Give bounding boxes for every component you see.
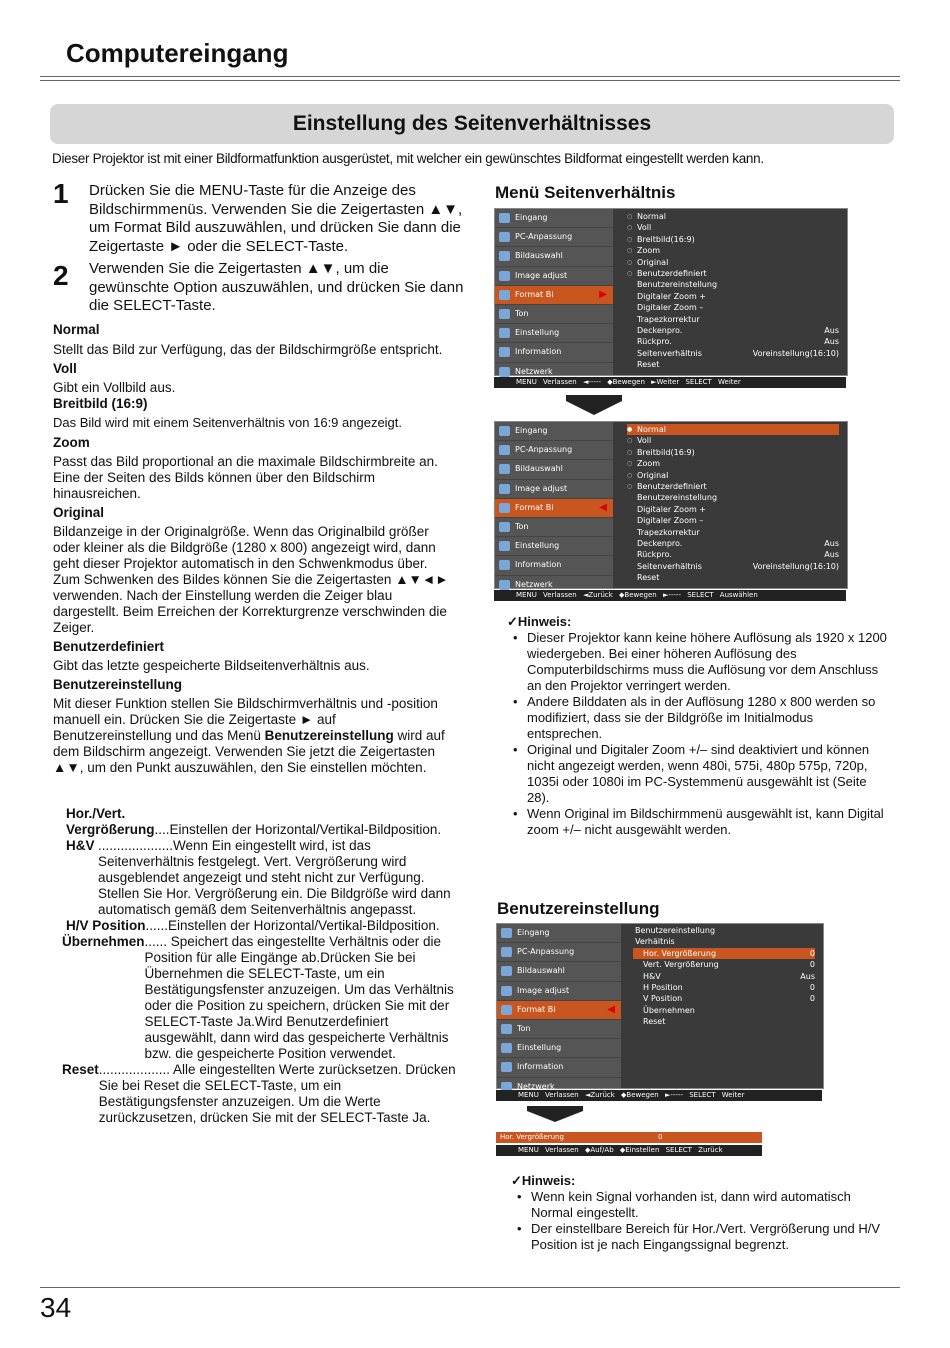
osd-option[interactable]: Seitenverhältnis Voreinstellung(16:10)	[637, 561, 839, 571]
osd-side-item[interactable]: Einstellung	[495, 324, 613, 343]
osd-side-item[interactable]: Information	[495, 343, 613, 362]
note-item: • Dieser Projektor kann keine höhere Auflösung als 1920 x 1200 wiedergeben. Bei einer höheren Auflösung des Computerbildschirms muss die Auflösung vor dem Anschluss an den Projektor verringert werden.	[527, 630, 887, 694]
settings-definitions	[62, 806, 456, 1126]
osd-menu-2	[494, 421, 848, 589]
osd-side-item-selected[interactable]: Format Bi ▶	[495, 286, 613, 305]
osd-side-item[interactable]: Information	[495, 556, 613, 575]
text-breitbild: Das Bild wird mit einem Seitenverhältnis von 16:9 angezeigt.	[53, 415, 403, 430]
osd-side-item[interactable]: Bildauswahl	[497, 962, 621, 981]
osd-side-item[interactable]: Ton	[495, 518, 613, 537]
text-zoom: Passt das Bild proportional an die maximale Bildschirmbreite an. Eine der Seiten des Bilds können über den Bildschirm hinausreichen.	[53, 454, 438, 501]
heading-zoom: Zoom	[53, 435, 90, 450]
osd-sidebar-1	[495, 209, 613, 375]
heading-breitbild: Breitbild (16:9)	[53, 396, 148, 411]
osd-sidebar-3	[497, 924, 621, 1091]
note-item: • Andere Bilddaten als in der Auflösung 1280 x 800 werden so modifiziert, dass sie der Bildgröße im Initialmodus entsprechen.	[527, 694, 887, 742]
osd-side-item[interactable]: Image adjust	[497, 982, 621, 1001]
text-benutzereinstellung	[53, 696, 458, 776]
benutzereinstellung-heading: Benutzereinstellung	[497, 899, 660, 918]
desc-vergroesserung: ....Einstellen der Horizontal/Vertikal-Bildposition.	[154, 822, 442, 837]
osd-option[interactable]: Deckenpro. Aus	[637, 538, 839, 548]
osd-options-2	[627, 424, 839, 583]
osd-option[interactable]: ○ Zoom	[627, 245, 839, 256]
osd-side-item[interactable]: Einstellung	[495, 537, 613, 556]
osd-option[interactable]: Digitaler Zoom +	[637, 504, 707, 514]
osd-menu-3	[496, 923, 824, 1089]
osd-statusbar-3: MENU Verlassen ◄Zurück ◆Bewegen ►----- SELECT Weiter	[496, 1090, 822, 1101]
osd-side-item[interactable]: Eingang	[497, 924, 621, 943]
osd-side-item[interactable]: Netzwerk	[495, 576, 613, 595]
osd-statusbar-2: MENU Verlassen ◄Zurück ◆Bewegen ►----- SELECT Auswählen	[494, 590, 846, 601]
desc-reset: ................... Alle eingestellten Werte zurücksetzen. Drücken Sie bei Reset die SELECT-Taste, um ein Bestätigungsfenster anzuzeigen. Um die Werte zurückzusetzen, drücken Sie mit der SELECT-Taste Ja.	[98, 1062, 456, 1125]
osd-sidebar-2	[495, 422, 613, 588]
adjust-value: 0	[658, 1133, 663, 1141]
header-rule	[40, 76, 900, 77]
osd-option[interactable]: ○ Original	[627, 470, 839, 481]
note-box-1	[507, 614, 887, 838]
osd-option[interactable]: ○ Zoom	[627, 458, 839, 469]
term-hor-vert: Hor./Vert.	[66, 806, 126, 821]
text-original: Bildanzeige in der Originalgröße. Wenn das Originalbild größer oder kleiner als die Bildgröße (1280 x 800) angezeigt wird, dann geht dieser Projektor automatisch in den Schwenkmodus über. Zum Schwenken des Bildes können Sie die Zeigertasten ▲▼◄► verwenden. Nach der Einstellung werden die Zeiger blau dargestellt. Beim Erreichen der Korrekturgrenze verschwinden die Zeiger.	[53, 524, 449, 635]
osd-option[interactable]: Übernehmen	[643, 1005, 695, 1015]
osd-option[interactable]: Digitaler Zoom –	[637, 516, 704, 526]
step-number-2: 2	[53, 260, 69, 291]
osd-statusbar-4: MENU Verlassen ◆Auf/Ab ◆Einstellen SELECT Zurück	[496, 1145, 762, 1156]
osd-side-item[interactable]: Eingang	[495, 209, 613, 228]
note-box-2	[511, 1173, 886, 1253]
osd-side-item[interactable]: PC-Anpassung	[495, 228, 613, 247]
term-hv: H&V	[66, 838, 95, 853]
step-text-2: Verwenden Sie die Zeigertasten ▲▼, um die gewünschte Option auszuwählen, und drücken Sie dann die SELECT-Taste.	[89, 260, 464, 314]
osd-option[interactable]: ○ Breitbild(16:9)	[627, 447, 839, 458]
osd-option[interactable]: Trapezkorrektur	[637, 527, 700, 537]
text-benutzereinstellung-bold: Benutzereinstellung	[264, 728, 394, 743]
menu-heading: Menü Seitenverhältnis	[495, 183, 676, 202]
section-banner: Einstellung des Seitenverhältnisses	[50, 104, 894, 144]
step-text-1: Drücken Sie die MENU-Taste für die Anzeige des Bildschirmmenüs. Verwenden Sie die Zeigertasten ▲▼, um Format Bild auszuwählen, und drücken Sie dann die Zeigertaste ► oder die SELECT-Taste.	[89, 182, 463, 255]
osd-side-item[interactable]: Einstellung	[497, 1039, 621, 1058]
adjust-label: Hor. Vergrößerung	[500, 1133, 564, 1141]
osd-option[interactable]: ○ Voll	[627, 222, 839, 233]
text-benutzereinstellung-2: wird auf dem Bildschirm angezeigt. Verwenden Sie jetzt die Zeigertasten ▲▼, um den Punkt auszuwählen, den Sie einstellen möchten.	[53, 728, 445, 775]
page-number: 34	[40, 1292, 72, 1323]
term-hv-position: H/V Position	[66, 918, 146, 933]
osd-side-item[interactable]: Ton	[497, 1020, 621, 1039]
osd-option[interactable]: ○ Original	[627, 257, 839, 268]
text-voll: Gibt ein Vollbild aus.	[53, 380, 176, 395]
osd-panel-title: Benutzereinstellung	[635, 926, 716, 935]
osd-side-item[interactable]: Netzwerk	[497, 1078, 621, 1097]
desc-hv: ....................Wenn Ein eingestellt wird, ist das Seitenverhältnis festgelegt. Vert. Vergrößerung wird ausgeblendet angezeigt und steht nicht zur Verfügung. Stellen Sie Hor. Vergrößerung ein. Die Bildgröße wird dann automatisch gemäß dem Seitenverhältnis angepasst.	[98, 838, 451, 917]
osd-option[interactable]: Rückpro. Aus	[637, 337, 839, 347]
note-title: ✓Hinweis:	[507, 614, 572, 629]
osd-option[interactable]: Reset	[643, 1017, 666, 1027]
osd-side-item[interactable]: Image adjust	[495, 480, 613, 499]
osd-side-item[interactable]: Ton	[495, 305, 613, 324]
osd-side-item[interactable]: Bildauswahl	[495, 460, 613, 479]
down-arrow-icon	[566, 395, 622, 415]
text-benutzereinstellung-1: Mit dieser Funktion stellen Sie Bildschirmverhältnis und -position manuell ein. Drücken Sie die Zeigertaste ► auf Benutzereinstellung und das Menü	[53, 696, 438, 743]
osd-option-selected[interactable]: Hor. Vergrößerung 0	[633, 948, 815, 959]
down-arrow-icon	[527, 1106, 583, 1122]
osd-option[interactable]: ○ Normal	[627, 211, 839, 222]
osd-statusbar-1: MENU Verlassen ◄----- ◆Bewegen ►Weiter SELECT Weiter	[494, 377, 846, 388]
header-rule-2	[40, 80, 900, 81]
heading-voll: Voll	[53, 361, 77, 376]
osd-option[interactable]: Digitaler Zoom +	[637, 291, 707, 301]
footer-rule	[40, 1287, 900, 1288]
osd-option[interactable]: Reset	[637, 573, 660, 583]
desc-uebernehmen: ...... Speichert das eingestellte Verhältnis oder die Position für alle Eingänge ab.Drücken Sie bei Übernehmen die SELECT-Taste, um ein Bestätigungsfenster anzuzeigen. Um das Verhältnis oder die Position zu speichern, drücken Sie mit der SELECT-Taste Ja.Wird Benutzerdefiniert ausgewählt, dann wird das gespeicherte Verhältnis bzw. die gespeicherte Position verwendet.	[144, 934, 454, 1061]
heading-benutzerdefiniert: Benutzerdefiniert	[53, 639, 165, 654]
osd-option[interactable]: Benutzereinstellung	[637, 280, 718, 290]
step-number-1: 1	[53, 178, 69, 209]
note-item: • Original und Digitaler Zoom +/– sind deaktiviert und können nicht angezeigt werden, wenn 480i, 575i, 480p 575p, 720p, 1035i oder 1080i im PC-Systemmenü ausgewählt ist (Seite 28).	[527, 742, 887, 806]
osd-option[interactable]: V Position 0	[643, 994, 815, 1004]
osd-side-item-selected[interactable]: Format Bi ◀	[495, 499, 613, 518]
adjust-bar[interactable]	[496, 1132, 762, 1143]
intro-text: Dieser Projektor ist mit einer Bildformatfunktion ausgerüstet, mit welcher ein gewünschtes Bildformat eingestellt werden kann.	[52, 151, 764, 166]
heading-original: Original	[53, 505, 105, 520]
osd-option[interactable]: H Position 0	[643, 982, 815, 992]
osd-option[interactable]: ○ Benutzerdefiniert	[627, 481, 839, 492]
osd-side-item[interactable]: Bildauswahl	[495, 247, 613, 266]
note-title: ✓Hinweis:	[511, 1173, 576, 1188]
osd-option[interactable]: Trapezkorrektur	[637, 314, 700, 324]
osd-option[interactable]: Benutzereinstellung	[637, 493, 718, 503]
term-vergroesserung: Vergrößerung	[66, 822, 155, 837]
text-benutzerdefiniert: Gibt das letzte gespeicherte Bildseitenverhältnis aus.	[53, 658, 370, 673]
osd-option[interactable]: Seitenverhältnis Voreinstellung(16:10)	[637, 348, 839, 358]
osd-option-selected[interactable]: ● Normal	[627, 424, 839, 435]
osd-options-1	[627, 211, 839, 370]
desc-hv-position: ......Einstellen der Horizontal/Vertikal-Bildposition.	[145, 918, 440, 933]
osd-side-item[interactable]: PC-Anpassung	[495, 441, 613, 460]
osd-options-3	[633, 925, 815, 1028]
note-item: • Wenn kein Signal vorhanden ist, dann wird automatisch Normal eingestellt.	[531, 1189, 886, 1221]
osd-option[interactable]: Digitaler Zoom –	[637, 303, 704, 313]
osd-side-item[interactable]: PC-Anpassung	[497, 943, 621, 962]
osd-option[interactable]: Vert. Vergrößerung 0	[643, 960, 815, 970]
osd-option[interactable]: ○ Voll	[627, 435, 839, 446]
heading-normal: Normal	[53, 322, 100, 337]
osd-option[interactable]: Reset	[637, 360, 660, 370]
text-normal: Stellt das Bild zur Verfügung, das der Bildschirmgröße entspricht.	[53, 342, 443, 357]
osd-side-item-selected[interactable]: Format Bi ◀	[497, 1001, 621, 1020]
osd-menu-1	[494, 208, 848, 376]
osd-side-item[interactable]: Image adjust	[495, 267, 613, 286]
osd-side-item[interactable]: Eingang	[495, 422, 613, 441]
term-uebernehmen: Übernehmen	[62, 934, 145, 949]
osd-option[interactable]: Rückpro. Aus	[637, 550, 839, 560]
osd-option[interactable]: H&V Aus	[643, 971, 815, 981]
option-descriptions	[53, 322, 458, 776]
heading-benutzereinstellung: Benutzereinstellung	[53, 677, 183, 692]
osd-option[interactable]: Deckenpro. Aus	[637, 325, 839, 335]
osd-panel-sub: Verhältnis	[635, 937, 675, 947]
osd-option[interactable]: ○ Breitbild(16:9)	[627, 234, 839, 245]
note-item: • Wenn Original im Bildschirmmenü ausgewählt ist, kann Digital zoom +/– nicht ausgewählt werden.	[527, 806, 887, 838]
osd-option[interactable]: ○ Benutzerdefiniert	[627, 268, 839, 279]
note-item: • Der einstellbare Bereich für Hor./Vert. Vergrößerung und H/V Position ist je nach Eingangssignal begrenzt.	[531, 1221, 886, 1253]
osd-side-item[interactable]: Netzwerk	[495, 363, 613, 382]
osd-side-item[interactable]: Information	[497, 1058, 621, 1077]
term-reset: Reset	[62, 1062, 99, 1077]
page-title: Computereingang	[66, 38, 289, 68]
